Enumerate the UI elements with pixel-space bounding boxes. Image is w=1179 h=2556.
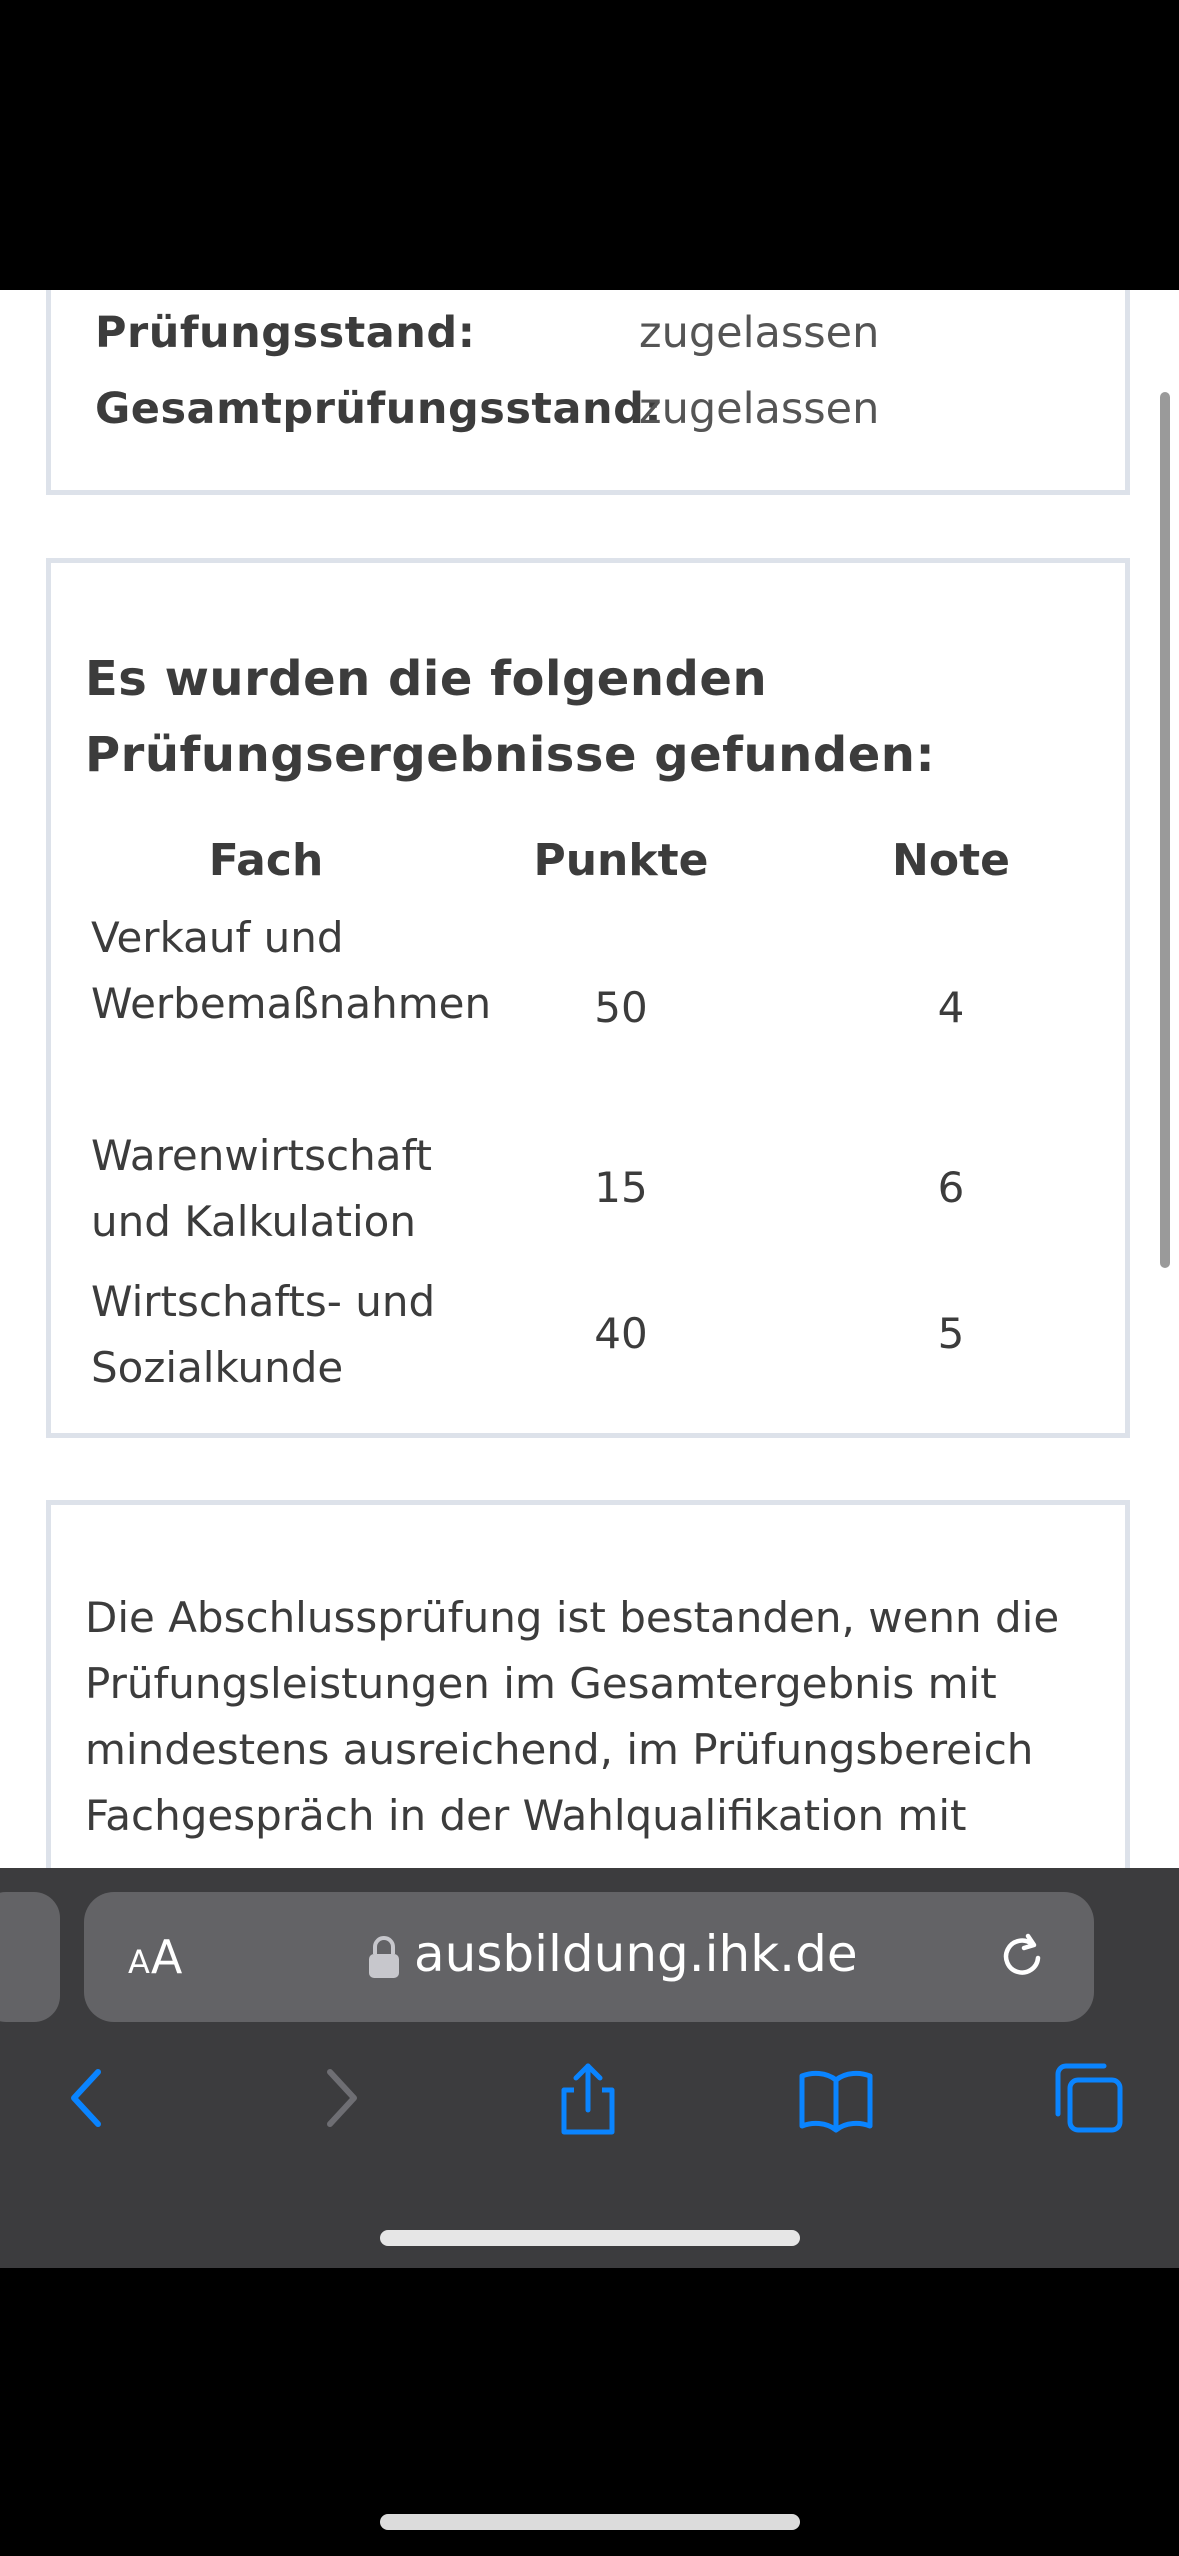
table-cell-punkte: 15: [594, 1163, 648, 1212]
table-cell-note: 4: [937, 983, 965, 1032]
header-punkte: Punkte: [533, 835, 709, 886]
web-content[interactable]: [0, 290, 1179, 1868]
table-row-fach: [91, 1269, 511, 1401]
table-row-fach: [91, 905, 511, 1037]
aa-large: A: [150, 1930, 184, 1984]
results-title-line2: Prüfungsergebnisse gefunden:: [85, 727, 936, 783]
table-cell-note: 5: [937, 1309, 965, 1358]
info-line: Fachgespräch in der Wahlqualifikation mit: [85, 1791, 967, 1840]
fach-line: Verkauf und: [91, 913, 344, 962]
home-indicator-bottom[interactable]: [380, 2514, 800, 2530]
info-line: Die Abschlussprüfung ist bestanden, wenn die: [85, 1593, 1060, 1642]
reload-icon[interactable]: [994, 1928, 1050, 1984]
table-cell-punkte: 50: [594, 983, 648, 1032]
aa-small: A: [128, 1943, 151, 1981]
fach-line: Werbemaßnahmen: [91, 979, 492, 1028]
fach-line: Wirtschafts- und: [91, 1277, 436, 1326]
home-indicator[interactable]: [380, 2230, 800, 2246]
gesamtpruefungsstand-value: zugelassen: [639, 384, 880, 434]
header-fach: Fach: [208, 835, 324, 886]
browser-toolbar: [0, 1868, 1179, 2268]
results-title-line1: Es wurden die folgenden: [85, 651, 768, 707]
url-text[interactable]: ausbildung.ihk.de: [414, 1925, 858, 1983]
info-line: Prüfungsleistungen im Gesamtergebnis mit: [85, 1659, 997, 1708]
bottom-area: [0, 2268, 1179, 2556]
results-card: [46, 558, 1130, 1438]
forward-icon[interactable]: [300, 2058, 380, 2138]
reader-settings-button[interactable]: [128, 1930, 183, 1984]
status-card: [46, 290, 1130, 495]
previous-tab[interactable]: [0, 1892, 60, 2022]
results-title: [85, 641, 1085, 793]
table-row-fach: [91, 1123, 511, 1255]
info-line: mindestens ausreichend, im Prüfungsbereich: [85, 1725, 1034, 1774]
pruefungsstand-value: zugelassen: [639, 308, 880, 358]
header-note: Note: [892, 835, 1010, 886]
address-bar[interactable]: [84, 1892, 1094, 2022]
status-bar: [0, 0, 1179, 290]
fach-line: und Kalkulation: [91, 1197, 416, 1246]
info-text: [85, 1585, 1105, 1849]
lock-icon: [366, 1934, 402, 1980]
gesamtpruefungsstand-label: Gesamtprüfungsstand:: [95, 384, 663, 434]
pruefungsstand-label: Prüfungsstand:: [95, 308, 476, 358]
back-icon[interactable]: [48, 2058, 128, 2138]
share-icon[interactable]: [548, 2058, 628, 2138]
tabs-icon[interactable]: [1048, 2058, 1128, 2138]
info-card: [46, 1500, 1130, 1868]
fach-line: Warenwirtschaft: [91, 1131, 432, 1180]
table-cell-punkte: 40: [594, 1309, 648, 1358]
scrollbar[interactable]: [1160, 392, 1170, 1268]
table-cell-note: 6: [937, 1163, 965, 1212]
fach-line: Sozialkunde: [91, 1343, 344, 1392]
bookmarks-icon[interactable]: [796, 2058, 876, 2138]
